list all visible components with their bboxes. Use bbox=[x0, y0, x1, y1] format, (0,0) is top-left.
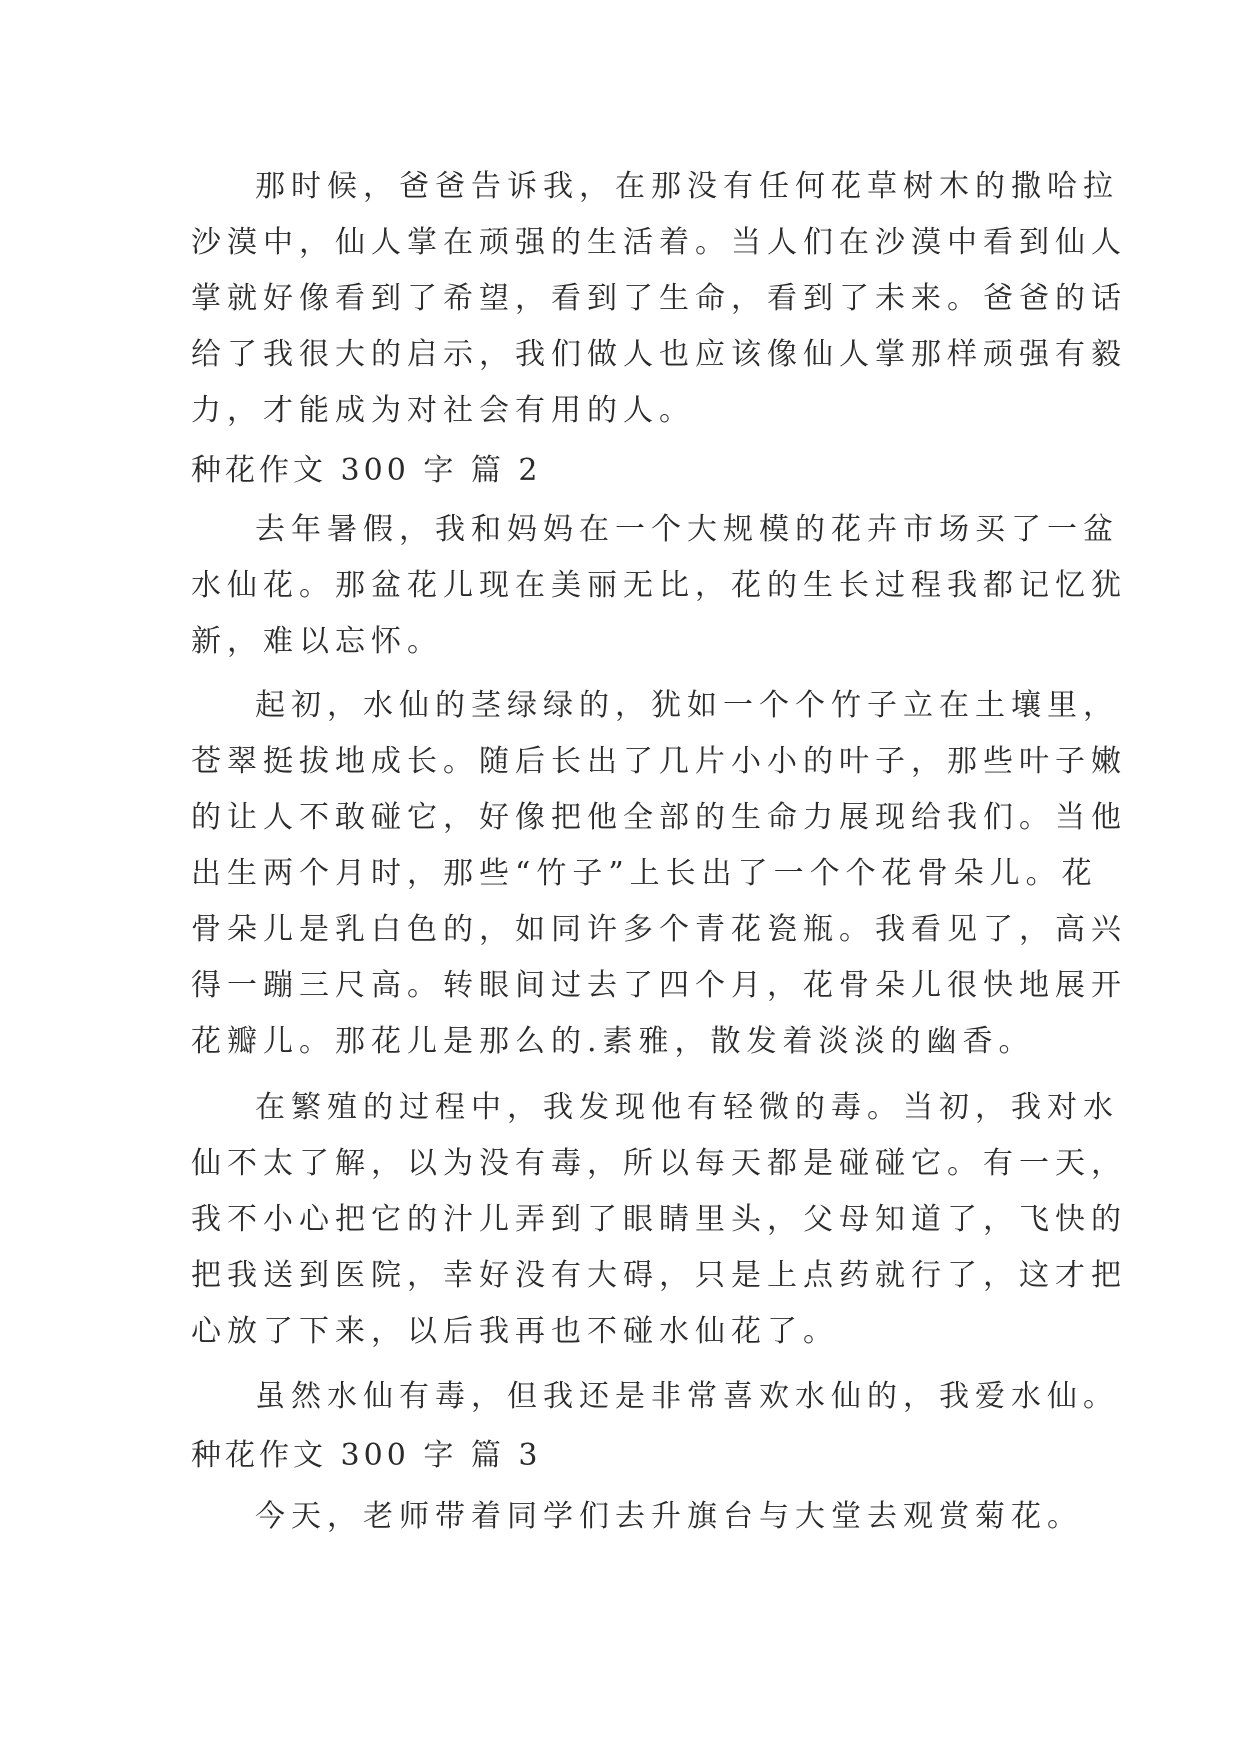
section-heading: 种花作文 300 字 篇 3 bbox=[191, 1438, 542, 1473]
paragraph-line: 在繁殖的过程中，我发现他有轻微的毒。当初，我对水 bbox=[255, 1090, 1119, 1125]
paragraph-line: 骨朵儿是乳白色的，如同许多个青花瓷瓶。我看见了，高兴 bbox=[191, 912, 1127, 947]
section-heading: 种花作文 300 字 篇 2 bbox=[191, 453, 542, 488]
paragraph-line: 力，才能成为对社会有用的人。 bbox=[191, 393, 695, 428]
paragraph-line: 仙不太了解，以为没有毒，所以每天都是碰碰它。有一天， bbox=[191, 1146, 1127, 1181]
paragraph-line: 今天，老师带着同学们去升旗台与大堂去观赏菊花。 bbox=[255, 1499, 1083, 1534]
paragraph-line: 花瓣儿。那花儿是那么的.素雅，散发着淡淡的幽香。 bbox=[191, 1024, 1035, 1059]
paragraph-line: 水仙花。那盆花儿现在美丽无比，花的生长过程我都记忆犹 bbox=[191, 568, 1127, 603]
paragraph-line: 那时候，爸爸告诉我，在那没有任何花草树木的撒哈拉 bbox=[255, 169, 1119, 204]
paragraph-line: 出生两个月时，那些“竹子”上长出了一个个花骨朵儿。花 bbox=[191, 856, 1098, 891]
paragraph-line: 给了我很大的启示，我们做人也应该像仙人掌那样顽强有毅 bbox=[191, 337, 1127, 372]
paragraph-line: 沙漠中，仙人掌在顽强的生活着。当人们在沙漠中看到仙人 bbox=[191, 225, 1127, 260]
paragraph-line: 掌就好像看到了希望，看到了生命，看到了未来。爸爸的话 bbox=[191, 281, 1127, 316]
paragraph-line: 得一蹦三尺高。转眼间过去了四个月，花骨朵儿很快地展开 bbox=[191, 968, 1127, 1003]
paragraph-line: 虽然水仙有毒，但我还是非常喜欢水仙的，我爱水仙。 bbox=[255, 1379, 1119, 1414]
paragraph-line: 苍翠挺拔地成长。随后长出了几片小小的叶子，那些叶子嫩 bbox=[191, 744, 1127, 779]
paragraph-line: 我不小心把它的汁儿弄到了眼睛里头，父母知道了，飞快的 bbox=[191, 1202, 1127, 1237]
paragraph-line: 去年暑假，我和妈妈在一个大规模的花卉市场买了一盆 bbox=[255, 512, 1119, 547]
paragraph-line: 新，难以忘怀。 bbox=[191, 624, 443, 659]
paragraph-line: 把我送到医院，幸好没有大碍，只是上点药就行了，这才把 bbox=[191, 1258, 1127, 1293]
paragraph-line: 的让人不敢碰它，好像把他全部的生命力展现给我们。当他 bbox=[191, 800, 1127, 835]
paragraph-line: 心放了下来，以后我再也不碰水仙花了。 bbox=[191, 1314, 839, 1349]
paragraph-line: 起初，水仙的茎绿绿的，犹如一个个竹子立在土壤里， bbox=[255, 688, 1119, 723]
